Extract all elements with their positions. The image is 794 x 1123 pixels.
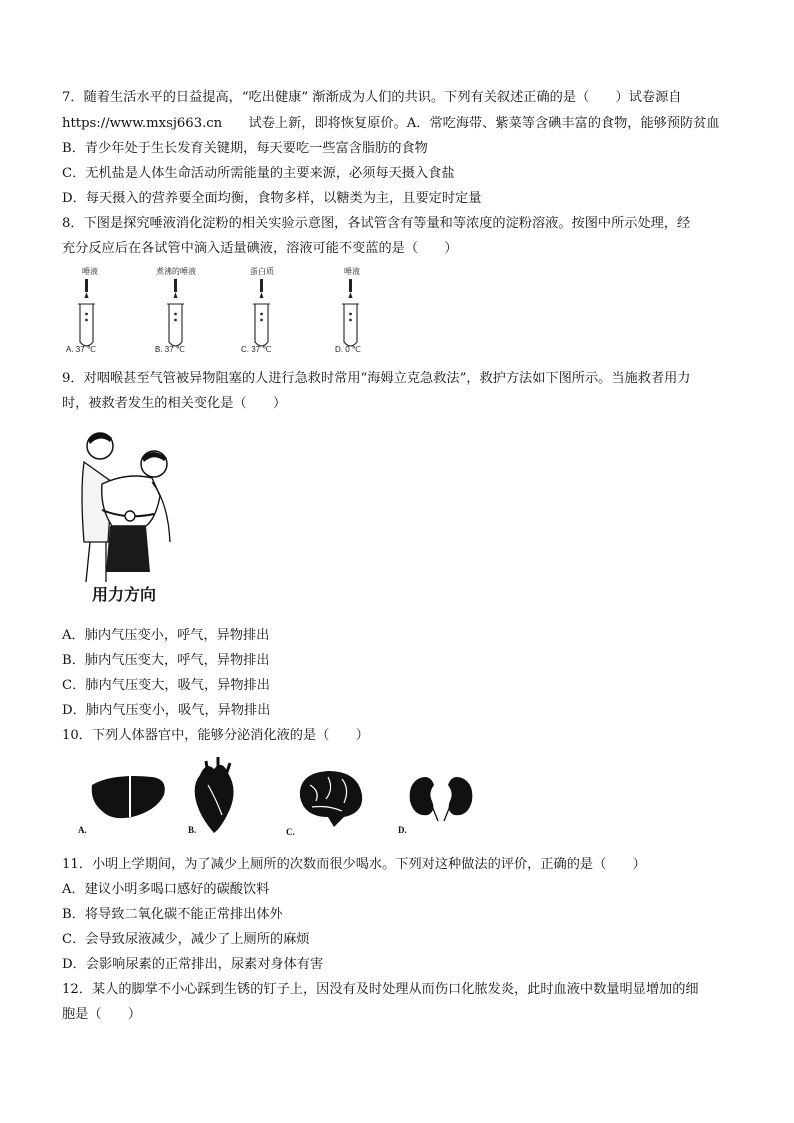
q7-option-d: D．每天摄入的营养要全面均衡，食物多样，以糖类为主，且要定时定量: [62, 191, 482, 206]
q9-option-b: B．肺内气压变大，呼气，异物排出: [62, 653, 270, 668]
q7-option-b: B．青少年处于生长发育关键期，每天要吃一些富含脂肪的食物: [62, 141, 428, 156]
q12-stem-line1: 12．某人的脚掌不小心踩到生锈的钉子上，因没有及时处理从而伤口化脓发炎，此时血液中数量明显增加的细: [62, 982, 699, 997]
q9-option-d: D．肺内气压变小，吸气，异物排出: [62, 703, 271, 718]
organ-label-c: C.: [286, 827, 295, 837]
organ-label-d: D.: [398, 825, 407, 835]
tube-c-bottom-label: C. 37 ℃: [241, 345, 272, 354]
tube-a-bottom-label: A. 37 ℃: [66, 345, 96, 354]
q10-stem: 10．下列人体器官中，能够分泌消化液的是（ ）: [62, 728, 369, 743]
q9-option-c: C．肺内气压变大，吸气，异物排出: [62, 678, 270, 693]
liver-icon: [78, 773, 165, 835]
heart-icon: [188, 757, 234, 835]
tube-c-top-label: 蛋白质: [250, 267, 274, 276]
tube-d-bottom-label: D. 0 ℃: [335, 345, 361, 354]
q11-option-c: C．会导致尿液减少，减少了上厕所的麻烦: [62, 932, 310, 947]
q8-stem-line1: 8．下图是探究唾液消化淀粉的相关实验示意图，各试管含有等量和等浓度的淀粉溶液。按图中所示处理，经: [62, 216, 691, 231]
test-tube-a: [66, 266, 98, 354]
q7-stem-line2: https://www.mxsj663.cn 试卷上新，即将恢复原价。A．常吃海带、紫菜等含碘丰富的食物，能够预防贫血: [62, 116, 720, 131]
organ-label-a: A.: [78, 825, 87, 835]
q12-stem-line2: 胞是（ ）: [62, 1007, 142, 1022]
organ-label-b: B.: [188, 825, 197, 835]
q8-stem-line2: 充分反应后在各试管中滴入适量碘液，溶液可能不变蓝的是（ ）: [62, 241, 458, 256]
q11-option-a: A．建议小明多喝口感好的碳酸饮料: [62, 882, 270, 897]
q11-option-b: B．将导致二氧化碳不能正常排出体外: [62, 907, 283, 922]
kidney-icon: [398, 777, 472, 835]
q9-option-a: A．肺内气压变小，呼气，异物排出: [62, 628, 270, 643]
test-tube-d: [335, 266, 361, 354]
brain-icon: [286, 771, 362, 837]
heimlich-maneuver-figure: [72, 422, 192, 607]
q9-stem-line1: 9．对咽喉甚至气管被异物阻塞的人进行急救时常用“海姆立克急救法”，救护方法如下图所示。当施救者用力: [62, 371, 691, 386]
q7-stem-line1: 7．随着生活水平的日益提高，“吃出健康” 渐渐成为人们的共识。下列有关叙述正确的是（ ）试卷源自: [62, 90, 682, 105]
q8-test-tube-figure: [60, 264, 380, 356]
q10-organ-figure: [72, 755, 492, 843]
q7-option-c: C．无机盐是人体生命活动所需能量的主要来源，必须每天摄入食盐: [62, 166, 455, 181]
tube-b-bottom-label: B. 37 ℃: [155, 345, 185, 354]
tube-a-top-label: 唾液: [82, 267, 98, 276]
q9-stem-line2: 时，被救者发生的相关变化是（ ）: [62, 396, 287, 411]
q11-option-d: D．会影响尿素的正常排出，尿素对身体有害: [62, 957, 324, 972]
test-tube-b: [155, 266, 196, 354]
figure-caption-force-direction: 用力方向: [92, 585, 157, 604]
q11-stem: 11．小明上学期间，为了减少上厕所的次数而很少喝水。下列对这种做法的评价，正确的是（ ）: [62, 857, 646, 872]
tube-d-top-label: 唾液: [344, 267, 360, 276]
test-tube-c: [241, 266, 274, 354]
tube-b-top-label: 煮沸的唾液: [156, 267, 196, 276]
